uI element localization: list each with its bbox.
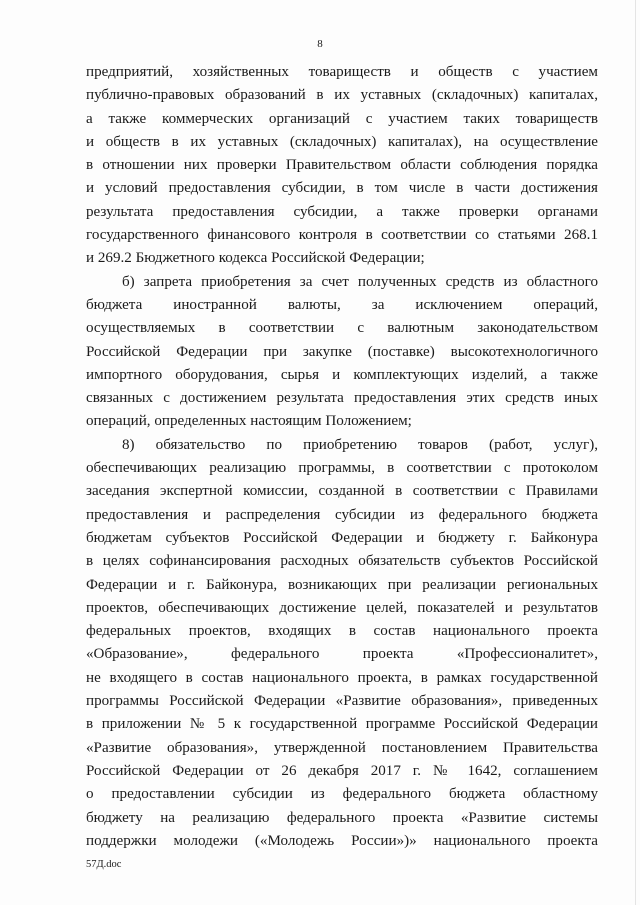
text-line: Российской Федерации от 26 декабря 2017 г. № 1642, соглашением (86, 762, 598, 779)
paragraph-first-line: б) запрета приобретения за счет полученных средств из областного (122, 273, 598, 290)
text-line: и условий предоставления субсидии, в том числе в части достижения (86, 180, 598, 197)
text-line: осуществляемых в соответствии с валютным законодательством (86, 320, 598, 337)
page-number: 8 (317, 38, 323, 50)
text-line: и обществ в их уставных (складочных) капиталах), на осуществление (86, 133, 598, 150)
text-line: бюджетам субъектов Российской Федерации и бюджету г. Байконура (86, 529, 598, 546)
text-line: бюджета иностранной валюты, за исключением операций, (86, 296, 598, 313)
text-line: государственного финансового контроля в соответствии со статьями 268.1 (86, 227, 598, 244)
text-line: федеральных проектов, входящих в состав национального проекта (86, 623, 598, 640)
text-line: в отношении них проверки Правительством области соблюдения порядка (86, 157, 598, 174)
text-line: обеспечивающих реализацию программы, в соответствии с протоколом (86, 460, 598, 477)
text-line: заседания экспертной комиссии, созданной в соответствии с Правилами (86, 483, 598, 500)
text-line: предприятий, хозяйственных товариществ и обществ с участием (86, 64, 598, 80)
text-line: в целях софинансирования расходных обязательств субъектов Российской (86, 553, 598, 570)
text-line: связанных с достижением результата предоставления этих средств иных (86, 390, 598, 407)
text-line: в приложении № 5 к государственной программе Российской Федерации (86, 716, 598, 733)
file-name-footer: 57Д.doc (86, 859, 122, 870)
text-line: не входящего в состав национального проекта, в рамках государственной (86, 669, 598, 686)
text-line: поддержки молодежи («Молодежь России»)» национального проекта (86, 832, 598, 849)
text-line: Российской Федерации при закупке (поставке) высокотехнологичного (86, 343, 598, 360)
text-line: Федерации и г. Байконура, возникающих при реализации региональных (86, 576, 598, 593)
document-body (86, 61, 598, 853)
text-line: публично-правовых образований в их уставных (складочных) капиталах, (86, 87, 598, 104)
text-line: программы Российской Федерации «Развитие образования», приведенных (86, 693, 598, 710)
text-line: предоставления и распределения субсидии из федерального бюджета (86, 506, 598, 523)
text-line: импортного оборудования, сырья и комплектующих изделий, а также (86, 366, 598, 383)
text-line: «Образование», федерального проекта «Профессионалитет», (86, 646, 598, 663)
paragraph-first-line: 8) обязательство по приобретению товаров (работ, услуг), (122, 436, 598, 453)
text-line: «Развитие образования», утвержденной постановлением Правительства (86, 739, 598, 756)
text-line: проектов, обеспечивающих достижение целей, показателей и результатов (86, 599, 598, 616)
text-line: и 269.2 Бюджетного кодекса Российской Федерации; (86, 250, 425, 267)
text-line: а также коммерческих организаций с участием таких товариществ (86, 110, 598, 127)
text-line: бюджету на реализацию федерального проекта «Развитие системы (86, 809, 598, 826)
text-line: о предоставлении субсидии из федерального бюджета областному (86, 786, 598, 803)
page-edge-shadow (635, 0, 636, 905)
text-line: результата предоставления субсидии, а также проверки органами (86, 203, 598, 220)
text-line: операций, определенных настоящим Положением; (86, 413, 412, 430)
